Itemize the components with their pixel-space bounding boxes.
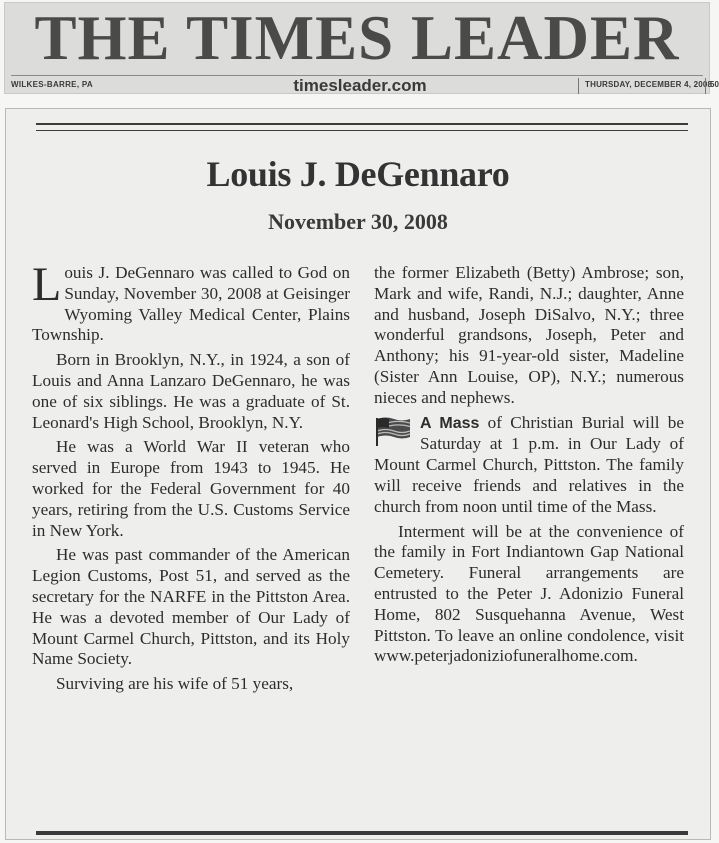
paragraph: Born in Brooklyn, N.Y., in 1924, a son of Louis and Anna Lanzaro DeGennaro, he was one of six siblings. He was a graduate of St. Leonard's High School, Brooklyn, N.Y.	[32, 350, 350, 432]
mass-lead: A Mass	[420, 414, 480, 432]
masthead	[4, 2, 719, 95]
newspaper-title: THE TIMES LEADER	[34, 3, 680, 73]
obituary-date: November 30, 2008	[268, 209, 448, 234]
left-column	[32, 258, 350, 699]
paragraph	[374, 413, 684, 518]
masthead-site: timesleader.com	[293, 76, 427, 95]
right-column	[374, 263, 684, 671]
paragraph: He was a World War II veteran who served in Europe from 1943 to 1945. He worked for the Federal Government for 40 years, retiring from the U.S. Customs Service in New York.	[32, 437, 350, 540]
mass-text: of Christian Burial will be Saturday at 1 p.m. in Our Lady of Mount Carmel Church, Pittston. The family will receive friends and relatives in the church from noon until time of the Mass.	[374, 412, 684, 516]
paragraph: Surviving are his wife of 51 years,	[56, 674, 294, 694]
paragraph: He was past commander of the American Legion Customs, Post 51, and served as the secretary for the NARFE in the Pittston Area. He was a devoted member of Our Lady of Mount Carmel Church, Pittston, and its Holy Name Society.	[32, 545, 350, 669]
paragraph	[32, 258, 350, 346]
masthead-location: WILKES-BARRE, PA	[11, 80, 93, 89]
paragraph: Interment will be at the convenience of the family in Fort Indiantown Gap National Cemetery. Funeral arrangements are entrusted to the Peter J. Adonizio Funeral Home, 802 Susquehanna Avenue, West Pittston. To leave an online condolence, visit www.peterjadoniziofuneralhome.com.	[374, 521, 684, 666]
top-rule	[36, 123, 688, 131]
obituary-name: Louis J. DeGennaro	[206, 154, 510, 194]
masthead-price: 50	[710, 80, 719, 89]
masthead-separator	[705, 78, 706, 94]
masthead-info-bar	[11, 76, 719, 96]
american-flag-icon	[374, 415, 412, 447]
bottom-rule	[36, 831, 688, 835]
masthead-date: THURSDAY, DECEMBER 4, 2008	[585, 80, 713, 89]
paragraph-text: ouis J. DeGennaro was called to God on Sunday, November 30, 2008 at Geisinger Wyoming Valley Medical Center, Plains Township.	[32, 263, 350, 345]
obituary-clipping	[5, 108, 711, 840]
paragraph: the former Elizabeth (Betty) Ambrose; son, Mark and wife, Randi, N.J.; daughter, Anne and husband, Joseph DiSalvo, N.Y.; three wonderful grandsons, Joseph, Peter and Anthony; his 91-year-old sister, Madeline (Sister Ann Louise, OP), N.Y.; numerous nieces and nephews.	[374, 263, 684, 407]
masthead-separator	[578, 78, 579, 94]
drop-cap: L	[32, 258, 62, 311]
